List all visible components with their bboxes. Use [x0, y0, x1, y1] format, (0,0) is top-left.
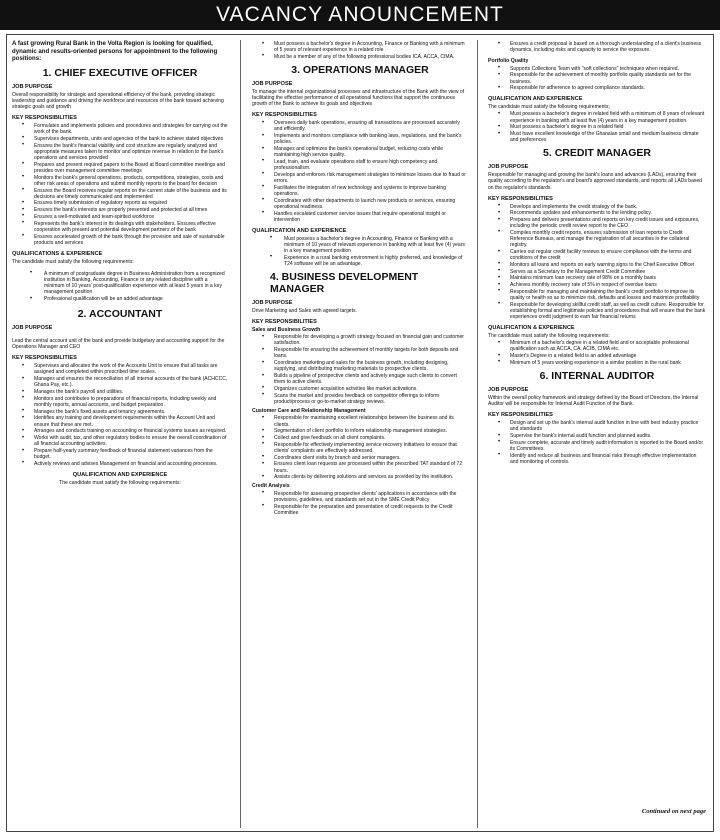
list-item: • Scans the market and provides feedback on competitor offerings to inform product/process or go-to-market strategy reviews. — [252, 393, 468, 405]
bdm-purpose-label: JOB PURPOSE — [252, 300, 293, 307]
list-item: • Responsible for adherence to agreed compliance standards. — [488, 85, 706, 91]
bdm-qual-intro: The candidate must satisfy the following requirements; — [488, 104, 610, 111]
bdm-qual-list — [488, 111, 706, 143]
bdm-credit-list — [252, 491, 468, 516]
accountant-heading: 2. ACCOUNTANT — [77, 308, 163, 321]
bdm-crm-list — [252, 415, 468, 480]
list-item: • Ensures the Board receives regular reports on the current state of the business and its decisions are timely communicated and implemented — [12, 188, 228, 200]
list-item: • Facilitates the integration of new technology and systems to improve banking operations. — [252, 185, 468, 197]
ceo-qual-list — [12, 271, 228, 302]
list-item: • Ensures timely submission of regulatory reports as required — [12, 200, 228, 206]
list-item: • Develops and implements the credit strategy of the bank. — [488, 204, 706, 210]
credit-purpose-label: JOB PURPOSE — [488, 164, 529, 171]
list-item: • Minimum of 5 years working experience in a similar position in the rural bank — [488, 360, 706, 366]
list-item: • Actively reviews and advises Management on financial and accounting processes. — [12, 461, 228, 467]
auditor-resp-label: KEY RESPONSIBILITIES — [488, 412, 553, 419]
credit-qual-list — [488, 340, 706, 366]
list-item: • Must be a member of any of the following professional bodies ICA, ACCA, CIMA. — [252, 54, 468, 60]
column-left — [12, 40, 228, 830]
list-item: • Assists clients by delivering solutions and services as provided by the institution. — [252, 474, 468, 480]
list-item: • Manages the bank's fixed assets and tenancy agreements. — [12, 409, 228, 415]
list-item: • Works with audit, tax, and other regulatory bodies to ensure the overall coordination of all financial accounting activities. — [12, 435, 228, 447]
bdm-crm-label: Customer Care and Relationship Management — [252, 408, 366, 414]
auditor-purpose-label: JOB PURPOSE — [488, 387, 529, 394]
list-item: • Must possess a bachelor's degree in Accounting, Finance or Banking with a minimum of 10 years of relevant experience in banking with at least five (4) years in a key management position — [252, 236, 468, 254]
list-item: • Design and set up the bank's internal audit function in line with best industry practice and standards — [488, 420, 706, 432]
list-item: • Responsible for the preparation and presentation of credit requests to the Credit Committee — [252, 504, 468, 516]
credit-resp-label: KEY RESPONSIBILITIES — [488, 195, 553, 202]
ops-qual-label: QUALIFICATION AND EXPERIENCE — [252, 227, 347, 234]
column-divider — [477, 40, 478, 828]
accountant-qual-list — [252, 41, 468, 60]
list-item: • Arranges and conducts training on accounting or financial systems issues as required. — [12, 428, 228, 434]
list-item: • Professional qualification will be an added advantage — [12, 296, 228, 302]
credit-manager-heading: 5. CREDIT MANAGER — [543, 147, 651, 160]
list-item: • Carries out regular credit facility reviews to ensure compliance with the terms and conditions of the credit — [488, 249, 706, 261]
list-item: • Oversees daily bank operations, ensuring all transactions are processed accurately and efficiently. — [252, 120, 468, 132]
list-item: • Achieves monthly recovery rate of 5% in respect of overdue loans — [488, 282, 706, 288]
page-title: VACANCY ANOUNCEMENT — [0, 0, 720, 30]
ops-resp-label: KEY RESPONSIBILITIES — [252, 112, 317, 119]
credit-resp-list — [488, 204, 706, 321]
list-item: • Formulates and implements policies and procedures and strategies for carrying out the work of the bank. — [12, 123, 228, 135]
list-item: • Ensures a well-motivated and team-spirited workforce — [12, 214, 228, 220]
bdm-resp-label: KEY RESPONSIBILITIES — [252, 319, 317, 326]
ceo-resp-label: KEY RESPONSIBILITIES — [12, 115, 77, 122]
ops-heading: 3. OPERATIONS MANAGER — [291, 64, 429, 77]
bdm-qual-label: QUALIFICATION AND EXPERIENCE — [488, 96, 583, 103]
list-item: • Coordinates client visits by branch and senior managers. — [252, 455, 468, 461]
accountant-resp-list — [12, 363, 228, 467]
list-item: • A minimum of postgraduate degree in Business Administration from a recognized institution in Banking, Accounting, Finance or any related discipline with a minimum of 10 years' post-qualification experience with at least 5 years in a key management position — [12, 271, 228, 296]
ceo-qual-intro: The candidate must satisfy the following requirements: — [12, 258, 134, 265]
accountant-purpose: Lead the central account unit of the bank and provide budgetary and accounting support for the Operations Manager and CEO — [12, 338, 225, 351]
auditor-heading: 6. INTERNAL AUDITOR — [539, 370, 655, 383]
list-item: • Prepares and present required papers to the Board at Board committee meetings and presides over management committee meetings — [12, 162, 228, 174]
column-divider — [240, 40, 241, 828]
portfolio-label: Portfolio Quality — [488, 58, 529, 65]
list-item: • Ensures the bank's interests are properly presented and protected at all times — [12, 207, 228, 213]
list-item: • Responsible for developing a growth strategy focused on financial gain and customer satisfaction. — [252, 334, 468, 346]
credit-qual-label: QUALIFICATION & EXPERIENCE — [488, 325, 575, 332]
ceo-heading: 1. CHIEF EXECUTIVE OFFICER — [42, 66, 198, 79]
list-item: • Recommends updates and enhancements to the lending policy. — [488, 210, 706, 216]
list-item: • Ensures client loan requests are processed within the prescribed TAT standard of 72 hours. — [252, 461, 468, 473]
column-middle — [252, 40, 468, 830]
ops-purpose: To manage the internal organizational processes and infrastructure of the Bank with the view of facilitating the effective performance of all operational functions that support the continuous growth of the Bank to achieve its goals and objectives — [252, 88, 465, 108]
list-item: • Minimum of a bachelor's degree in a related field and or acceptable professional qualification such as ACCA, CA, ACIB, CIMA etc. — [488, 340, 706, 352]
bdm-purpose: Drive Marketing and Sales with agreed targets. — [252, 308, 357, 314]
bdm-sales-list — [252, 334, 468, 405]
list-item: • Maintains minimum loan recovery rate of 98% on a monthly basis — [488, 275, 706, 281]
bdm-sales-label: Sales and Business Growth — [252, 326, 321, 333]
list-item: • Collect and give feedback on all client complaints. — [252, 435, 468, 441]
list-item: • Organizes customer acquisition activities like market activations. — [252, 386, 468, 392]
list-item: • Responsible for managing and maintaining the bank's credit portfolio to improve its quality or health so as to minimize risk, defaults and losses and maximize profitability — [488, 289, 706, 301]
list-item: • Supervise the bank's internal audit function and planned audits. — [488, 433, 706, 439]
continued-note: Continued on next page — [641, 808, 706, 815]
list-item: • Responsible for the achievement of monthly portfolio quality standards set for the business. — [488, 72, 706, 84]
list-item: • Represents the bank's interest in its dealings with stakeholders. Ensures effective cooperation with present and potential development partners of the bank — [12, 221, 228, 233]
list-item: • Monitors all loans and reports on early warning signs to the Chief Executive Officer — [488, 262, 706, 268]
list-item: • Supports Collections Team with "soft collections" techniques when required. — [488, 66, 706, 72]
list-item: • Manages the bank's payroll and utilities. — [12, 389, 228, 395]
accountant-qual-intro: The candidate must satisfy the following requirements: — [59, 479, 181, 486]
ceo-qual-label: QUALIFICATIONS & EXPERIENCE — [12, 250, 103, 257]
list-item: • Ensures a credit proposal is based on a thorough understanding of a client's business dynamics, including risks and capacity to service the exposure. — [488, 41, 706, 53]
list-item: • Coordinates marketing and sales for the business growth, including designing, supplying, and distributing marketing materials to prospective clients. — [252, 360, 468, 372]
list-item: • Responsible for effectively implementing service recovery initiatives to ensure that clients' complaints are effectively addressed. — [252, 442, 468, 454]
list-item: • Supervises and allocates the work of the Accounts Unit to ensure that all tasks are assigned and completed within prescribed time scales. — [12, 363, 228, 375]
portfolio-list — [488, 66, 706, 92]
list-item: • Develops and enforces risk management strategies to minimize losses due to fraud or errors. — [252, 172, 468, 184]
list-item: • Handles escalated customer service issues that require operational insight or intervention — [252, 211, 468, 223]
list-item: • Manages and optimizes the bank's operational budget, reducing costs while maintaining high service quality. — [252, 146, 468, 158]
list-item: • Ensure complete, accurate and timely audit information is reported to the Board and/or its Committees. — [488, 440, 706, 452]
list-item: • Must possess a bachelor's degree in related field with a minimum of 8 years of relevant experience in banking with at least five (4) years in a key management position — [488, 111, 706, 123]
list-item: • Segmentation of client portfolio to inform relationship management strategies. — [252, 428, 468, 434]
list-item: • Must possess a bachelor's degree in Accounting, Finance or Banking with a minimum of 5 years of relevant experience in a related role — [252, 41, 468, 53]
list-item: • Monitors and contributes to preparations of financial reports, including weekly and monthly reports, annual accounts, and budget preparation. — [12, 396, 228, 408]
ceo-purpose-label: JOB PURPOSE — [12, 83, 53, 90]
list-item: • Compiles monthly credit reports, ensures submission of loan reports to Credit Reference Bureaus, and manage the registration of all securities in the collateral registry. — [488, 230, 706, 248]
list-item: • Prepare half-yearly summary feedback of financial statement variances from the budget. — [12, 448, 228, 460]
auditor-resp-list — [488, 420, 706, 465]
list-item: • Master's Degree in a related field is an added advantage — [488, 353, 706, 359]
bdm-credit-continued-list — [488, 41, 706, 53]
list-item: • Must have excellent knowledge of the Ghanaian small and medium business climate and preferences — [488, 131, 706, 143]
intro-text: A fast growing Rural Bank in the Volta Region is looking for qualified, dynamic and results-oriented persons for appointment to the following positions: — [12, 40, 218, 63]
list-item: • Experience in a rural banking environment is highly preferred, and knowledge of T24 software will be an advantage. — [252, 255, 468, 267]
ceo-resp-list — [12, 123, 228, 246]
bdm-credit-label: Credit Analysis — [252, 483, 290, 490]
accountant-resp-label: KEY RESPONSIBILITIES — [12, 355, 77, 362]
column-right — [488, 40, 706, 830]
list-item: • Responsible for maintaining excellent relationships between the business and its clients. — [252, 415, 468, 427]
accountant-purpose-label: JOB PURPOSE — [12, 325, 53, 332]
ceo-purpose: Overall responsibility for strategic and operational efficiency of the bank, providing strategic leadership and guidance and driving the workforce and resources of the bank toward achieving strategic goals and growth — [12, 91, 224, 111]
list-item: • Responsible for assessing prospective clients' applications in accordance with the provisions, guidelines, and standards set out in the SME Credit Policy — [252, 491, 468, 503]
list-item: • Identify and reduce all business and financial risks through effective implementation and monitoring of controls. — [488, 453, 706, 465]
list-item: • Manages and ensures the reconciliation of all internal accounts of the bank (ACHCCC, Ghana Pay, etc.). — [12, 376, 228, 388]
list-item: • Supervises departments, units and agencies of the bank to achieve stated objectives — [12, 136, 228, 142]
credit-qual-intro: The candidate must satisfy the following requirements: — [488, 333, 610, 340]
credit-purpose: Responsible for managing and growing the bank's loans and advances (LADs), ensuring their quality according to the regulator's and board's approved standards, and reports all LADs based on the regulator's standards. — [488, 172, 703, 191]
list-item: • Ensures the bank's financial viability and cost structure are regularly analyzed and appropriate measures taken to monitor and optimize revenue in relation to the bank's operations and services provided — [12, 143, 228, 161]
list-item: • Lead, train, and evaluate operations staff to ensure high competency and professionalism. — [252, 159, 468, 171]
list-item: • Implements and monitors compliance with banking laws, regulations, and the bank's policies. — [252, 133, 468, 145]
ops-resp-list — [252, 120, 468, 223]
list-item: • Monitors the bank's general operations, products, competitions, strategies, costs and other risk areas of operations and submit monthly reports to the board for decision — [12, 175, 228, 187]
list-item: • Responsible for developing skillful credit staff, as well as credit culture. Responsible for establishing formal and legitimate policies and procedures that will ensure that the bank experiences credit judgment to earn fair financial returns — [488, 302, 706, 320]
ops-qual-list — [252, 236, 468, 267]
list-item: • Responsible for ensuring the achievement of monthly targets for both deposits and loans. — [252, 347, 468, 359]
list-item: • Coordinates with other departments to launch new products or services, ensuring operational readiness. — [252, 198, 468, 210]
list-item: • Serves as a Secretary to the Management Credit Committee — [488, 269, 706, 275]
list-item: • Builds a pipeline of prospective clients and actively engage such clients to convert them to active clients. — [252, 373, 468, 385]
accountant-qual-label: QUALIFICATION AND EXPERIENCE — [72, 472, 168, 479]
list-item: • Must possess a bachelor's degree in a related field — [488, 124, 706, 130]
list-item: • Identifies any training and development requirements within the Account Unit and ensure that these are met. — [12, 415, 228, 427]
bdm-heading: 4. BUSINESS DEVELOPMENT MANAGER — [270, 271, 419, 296]
list-item: • Prepares and delivers presentations and reports on key credit issues and exposures, including the periodic credit review report to the CEO. — [488, 217, 706, 229]
auditor-purpose: Within the overall policy framework and strategy defined by the Board of Directors, the Internal Auditor will be responsible for Internal Audit Function of the Bank. — [488, 394, 699, 408]
list-item: • Ensures accelerated growth of the bank through the provision and sale of sustainable products and services — [12, 234, 228, 246]
ops-purpose-label: JOB PURPOSE — [252, 81, 293, 88]
